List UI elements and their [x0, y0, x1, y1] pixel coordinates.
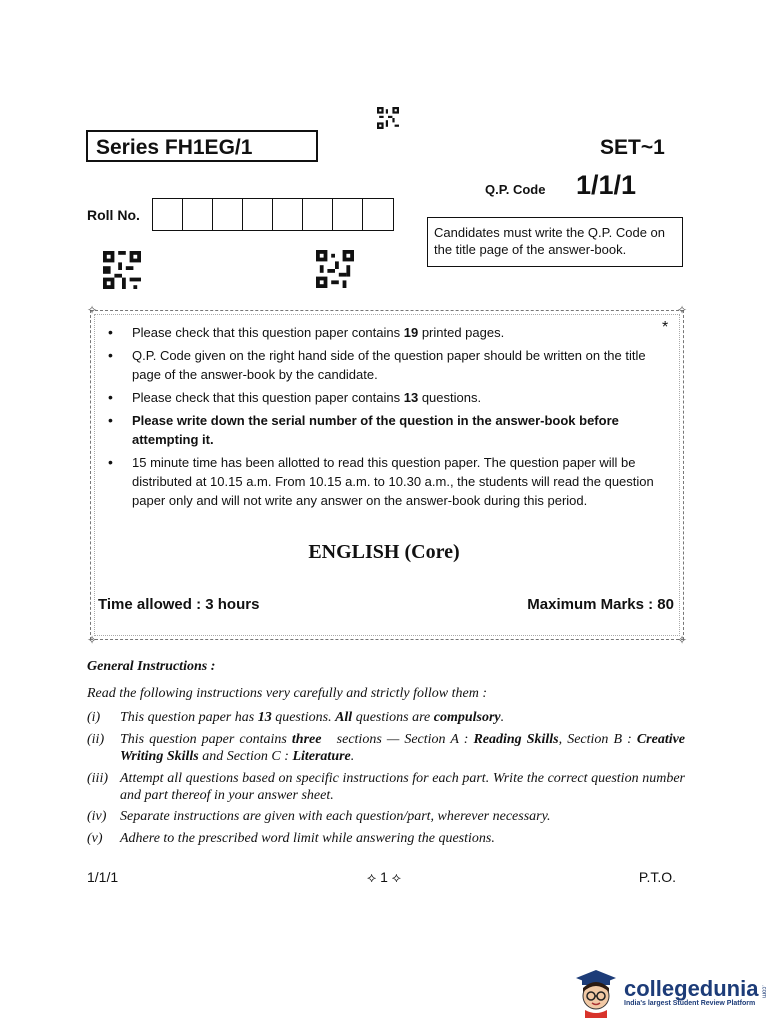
roll-no-digit-box[interactable]	[153, 199, 183, 230]
item-number: (ii)	[87, 732, 105, 747]
brand-tagline: India's largest Student Review Platform	[624, 999, 756, 1007]
corner-ornament-icon: ✧	[87, 303, 98, 317]
set-label: SET~1	[600, 136, 665, 159]
general-instruction-item	[87, 830, 685, 847]
instruction-item	[104, 323, 664, 342]
instructions-list	[104, 323, 664, 514]
roll-no-digit-box[interactable]	[183, 199, 213, 230]
page-number: 1	[380, 869, 388, 885]
general-instructions-title: General Instructions :	[87, 659, 216, 674]
ornament-right-icon: ⟡	[391, 869, 402, 885]
item-number: (iv)	[87, 809, 107, 824]
item-number: (iii)	[87, 771, 108, 786]
general-instruction-item	[87, 709, 685, 726]
instruction-bold-text: 19	[403, 325, 419, 340]
instruction-text: 15 minute time has been allotted to read this question paper. The question paper will be distributed at 10.15 a.m. From 10.15 a.m. to 10.30 a.m., the students will read the question paper only and will not write any answer on the answer-book during this period.	[132, 455, 654, 508]
item-text: This question paper has 13 questions. All questions are compulsory.	[120, 710, 505, 725]
bullet-icon: •	[108, 412, 113, 428]
instruction-item	[104, 453, 664, 510]
qr-code-icon	[316, 250, 354, 288]
graduate-mascot-icon	[572, 966, 618, 1018]
general-instruction-item	[87, 770, 685, 804]
footer-pto: P.T.O.	[638, 869, 676, 885]
item-text: Adhere to the prescribed word limit while answering the questions.	[120, 831, 495, 846]
qp-code-label: Q.P. Code	[485, 182, 546, 197]
bullet-icon: •	[108, 324, 113, 340]
instruction-bold-text: 13	[403, 390, 419, 405]
item-number: (v)	[87, 831, 103, 846]
qp-code-value: 1/1/1	[576, 170, 637, 200]
brand-dotcom: .com	[760, 985, 767, 999]
series-label: Series FH1EG/1	[86, 130, 318, 162]
corner-ornament-icon: ✧	[87, 633, 98, 647]
qr-code-icon	[103, 251, 141, 289]
bullet-icon: •	[108, 454, 113, 470]
general-instructions-intro: Read the following instructions very carefully and strictly follow them :	[87, 686, 487, 701]
roll-no-digit-box[interactable]	[363, 199, 393, 230]
corner-ornament-icon: ✧	[676, 633, 687, 647]
maximum-marks: Maximum Marks : 80	[527, 596, 674, 613]
item-text: This question paper contains three sections — Section A : Reading Skills, Section B : Creative Writing Skills and Section C : Literature.	[120, 732, 686, 764]
footer-code: 1/1/1	[87, 869, 119, 885]
star-mark: *	[662, 319, 669, 336]
item-text: Attempt all questions based on specific instructions for each part. Write the correct question number and part thereof in your answer sheet.	[120, 771, 685, 803]
roll-no-digit-box[interactable]	[303, 199, 333, 230]
candidates-note: Candidates must write the Q.P. Code on the title page of the answer-book.	[427, 217, 683, 267]
subject-title: ENGLISH (Core)	[308, 541, 460, 563]
corner-ornament-icon: ✧	[676, 303, 687, 317]
general-instruction-item	[87, 808, 685, 825]
brand-name: collegedunia	[624, 975, 759, 1001]
ornament-left-icon: ⟡	[366, 869, 377, 885]
qr-code-icon	[377, 107, 399, 129]
roll-no-digit-box[interactable]	[243, 199, 273, 230]
collegedunia-logo[interactable]	[572, 966, 766, 1018]
general-instruction-item	[87, 731, 685, 765]
bullet-icon: •	[108, 347, 113, 363]
instruction-item	[104, 388, 664, 407]
instruction-item	[104, 411, 664, 449]
time-allowed: Time allowed : 3 hours	[98, 596, 260, 613]
instruction-text: printed pages.	[418, 325, 505, 340]
instruction-text: questions.	[418, 390, 482, 405]
bullet-icon: •	[108, 389, 113, 405]
instruction-text: Please check that this question paper contains	[132, 390, 404, 405]
instruction-item	[104, 346, 664, 384]
instruction-bold-text: Please write down the serial number of the question in the answer-book before attempting it.	[132, 413, 619, 447]
instruction-text: Q.P. Code given on the right hand side of the question paper should be written on the title page of the answer-book by the candidate.	[132, 348, 646, 382]
roll-no-digit-box[interactable]	[213, 199, 243, 230]
instruction-text: Please check that this question paper contains	[132, 325, 404, 340]
item-number: (i)	[87, 710, 101, 725]
roll-no-digit-box[interactable]	[333, 199, 363, 230]
roll-no-boxes[interactable]	[152, 198, 394, 231]
item-text: Separate instructions are given with each question/part, wherever necessary.	[120, 809, 551, 824]
roll-no-label: Roll No.	[87, 207, 140, 223]
roll-no-digit-box[interactable]	[273, 199, 303, 230]
